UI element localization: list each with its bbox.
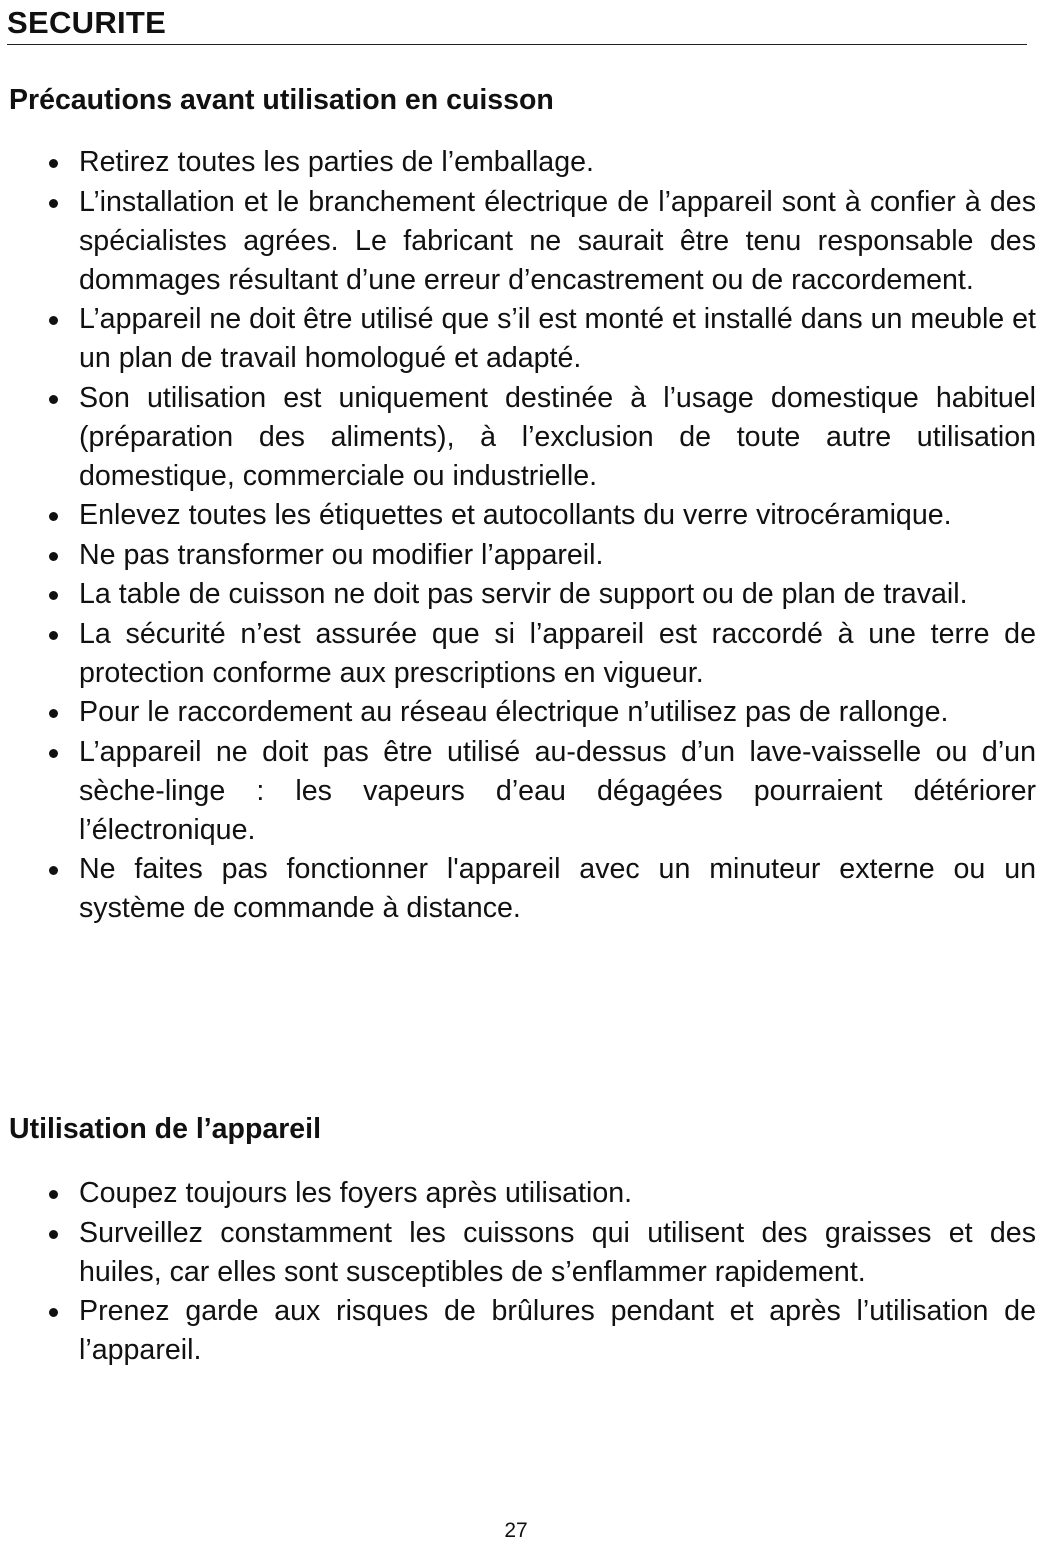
list-item: L’appareil ne doit être utilisé que s’il est monté et installé dans un meuble et un plan de travail homologué et adapté. [0,300,1040,378]
list-item: L’installation et le branchement électrique de l’appareil sont à confier à des spécialistes agrées. Le fabricant ne saurait être tenu responsable des dommages résultant d’une erreur d’encastrement ou de raccordement. [0,183,1040,300]
list-item: Coupez toujours les foyers après utilisation. [0,1174,1040,1213]
page-header [7,4,1027,45]
list-item: La sécurité n’est assurée que si l’appareil est raccordé à une terre de protection conforme aux prescriptions en vigueur. [0,615,1040,693]
page-number: 27 [504,1519,528,1542]
list-item: Prenez garde aux risques de brûlures pendant et après l’utilisation de l’appareil. [0,1292,1040,1370]
page-title: SECURITE [7,5,167,40]
list-item: Surveillez constamment les cuissons qui utilisent des graisses et des huiles, car elles sont susceptibles de s’enflammer rapidement. [0,1214,1040,1292]
precautions-list [0,143,1040,929]
list-item: Pour le raccordement au réseau électrique n’utilisez pas de rallonge. [0,693,1040,732]
list-item: Ne faites pas fonctionner l'appareil avec un minuteur externe ou un système de commande à distance. [0,850,1040,928]
list-item: Retirez toutes les parties de l’emballage. [0,143,1040,182]
list-item: La table de cuisson ne doit pas servir de support ou de plan de travail. [0,575,1040,614]
list-item: Ne pas transformer ou modifier l’appareil. [0,536,1040,575]
section-title-precautions: Précautions avant utilisation en cuisson [9,84,554,116]
section-title-utilisation: Utilisation de l’appareil [9,1113,321,1145]
list-item: Son utilisation est uniquement destinée à l’usage domestique habituel (préparation des aliments), à l’exclusion de toute autre utilisation domestique, commerciale ou industrielle. [0,379,1040,496]
list-item: L’appareil ne doit pas être utilisé au-dessus d’un lave-vaisselle ou d’un sèche-linge : les vapeurs d’eau dégagées pourraient détériorer l’électronique. [0,733,1040,850]
utilisation-list [0,1174,1040,1371]
list-item: Enlevez toutes les étiquettes et autocollants du verre vitrocéramique. [0,496,1040,535]
